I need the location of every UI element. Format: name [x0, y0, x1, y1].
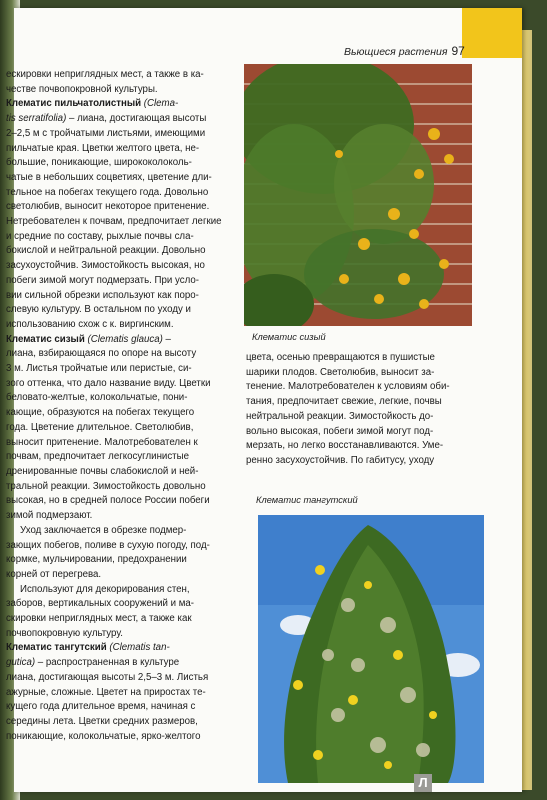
line-text: тенение. Малотребователен к условиям оби-: [246, 381, 450, 393]
text-line: [6, 156, 242, 171]
line-text: Используют для декорирования стен,: [20, 583, 190, 595]
text-line: [6, 83, 242, 98]
text-line: [6, 641, 242, 656]
line-text: пильчатые края. Цветки желтого цвета, не-: [6, 142, 200, 154]
text-line: [6, 583, 242, 598]
latin-name: gutica): [6, 657, 36, 669]
line-text: – лиана, достигающая высоты: [66, 113, 207, 125]
species-heading: Клематис сизый: [6, 333, 88, 345]
text-line: [6, 362, 242, 377]
line-text: поникающие, колокольчатые, ярко-желтого: [6, 730, 201, 742]
photo-caption-1: Клематис сизый: [252, 332, 326, 342]
text-line: [6, 333, 242, 348]
text-line: [6, 406, 242, 421]
text-line: [246, 425, 478, 440]
running-header: [344, 44, 465, 58]
species-heading: Клематис тангутский: [6, 642, 110, 654]
line-text: бокислой и нейтральной реакции. Довольно: [6, 245, 206, 257]
text-line: [6, 97, 242, 112]
line-text: скировки неприглядных мест, а также как: [6, 613, 192, 625]
line-text: вольно высокая, побеги зимой могут под-: [246, 425, 434, 437]
text-line: [6, 274, 242, 289]
text-line: [6, 289, 242, 304]
text-line: [6, 539, 242, 554]
text-line: [6, 186, 242, 201]
text-line: [6, 730, 242, 745]
latin-name: tis serratifolia): [6, 113, 67, 125]
text-line: [6, 127, 242, 142]
text-line: [6, 553, 242, 568]
left-text-column: [6, 68, 242, 744]
text-line: [6, 509, 242, 524]
line-text: года. Цветение длительное. Светолюбив,: [6, 421, 194, 433]
text-line: [6, 656, 242, 671]
photo-clematis-tangutica-image: [258, 515, 484, 783]
photo-caption-2: Клематис тангутский: [256, 495, 358, 505]
line-text: мерзать, но легко восстанавливаются. Уме-: [246, 440, 444, 452]
line-text: кающие, образуются на побегах текущего: [6, 407, 195, 419]
line-text: корней от перегрева.: [6, 568, 102, 580]
line-text: беловато-желтые, колокольчатые, пони-: [6, 392, 188, 404]
text-line: [6, 671, 242, 686]
line-text: цвета, осенью превращаются в пушистые: [246, 352, 435, 363]
line-text: ескировки неприглядных мест, а также в ка-: [6, 69, 204, 80]
text-line: [6, 230, 242, 245]
text-line: [6, 436, 242, 451]
photo-clematis-tangutica: [258, 515, 484, 783]
line-text: лиана, взбирающаяся по опоре на высоту: [6, 348, 197, 360]
text-line: [6, 259, 242, 274]
line-text: 2–2,5 м с тройчатыми листьями, имеющими: [6, 127, 206, 139]
line-text: середины лета. Цветки средних размеров,: [6, 715, 198, 727]
photo-clematis-glauca-image: [244, 64, 472, 326]
line-text: использованию схож с к. виргинским.: [6, 318, 174, 330]
text-line: [6, 715, 242, 730]
text-line: [6, 421, 242, 436]
line-text: побеги зимой могут подмерзать. При усло-: [6, 274, 199, 286]
text-line: [246, 410, 478, 425]
text-line: [246, 454, 478, 469]
line-text: выносит притенение. Малотребователен к: [6, 436, 198, 448]
text-line: [6, 450, 242, 465]
line-text: светолюбив, выносит некоторое притенение.: [6, 201, 210, 213]
text-line: [6, 465, 242, 480]
text-line: [6, 597, 242, 612]
section-title: Вьющиеся растения: [344, 46, 448, 58]
text-line: [6, 347, 242, 362]
line-text: Уход заключается в обрезке подмер-: [20, 524, 187, 536]
line-text: зающих побегов, поливе в сухую погоду, под-: [6, 539, 210, 551]
line-text: зого оттенка, что дало название виду. Цветки: [6, 377, 211, 389]
text-line: [246, 351, 478, 366]
text-line: [6, 391, 242, 406]
page-edge-strip: [522, 30, 532, 790]
text-line: [246, 380, 478, 395]
section-tab: [462, 8, 522, 58]
line-text: дренированные почвы слабокислой и ней-: [6, 465, 199, 477]
text-line: [6, 142, 242, 157]
text-line: [6, 494, 242, 509]
latin-name: (Clematis glauca): [87, 333, 163, 345]
line-text: тральной реакции. Зимостойкость довольно: [6, 480, 206, 492]
line-text: – распространенная в культуре: [35, 657, 180, 669]
text-line: [246, 395, 478, 410]
text-line: [246, 439, 478, 454]
text-line: [6, 480, 242, 495]
line-text: и средние по составу, рыхлые почвы сла-: [6, 230, 194, 242]
text-line: [6, 612, 242, 627]
line-text: 3 м. Листья тройчатые или перистые, си-: [6, 363, 192, 375]
text-line: [6, 215, 242, 230]
line-text: почвам, предпочитает легкосуглинистые: [6, 451, 189, 463]
species-heading: Клематис пильчатолистный: [6, 98, 144, 110]
right-text-column: [246, 351, 478, 469]
latin-name: (Clema-: [143, 98, 179, 110]
text-line: [6, 200, 242, 215]
line-text: нейтральной реакции. Зимостойкость до-: [246, 410, 434, 422]
text-line: [6, 171, 242, 186]
text-line: [6, 700, 242, 715]
line-text: ренно засухоустойчив. По габитусу, уходу: [246, 454, 435, 466]
line-text: высокая, но в средней полосе России побеги: [6, 495, 210, 507]
line-text: чатые в небольших соцветиях, цветение дли-: [6, 171, 212, 183]
line-text: тания, предпочитает свежие, легкие, почвы: [246, 396, 442, 408]
line-text: –: [162, 333, 171, 345]
line-text: вии сильной обрезки используют как поро-: [6, 289, 199, 301]
text-line: [6, 524, 242, 539]
text-line: [6, 68, 242, 83]
text-line: [6, 244, 242, 259]
text-line: [246, 366, 478, 381]
watermark-logo: Л: [414, 774, 432, 792]
latin-name: (Clematis tan-: [109, 642, 170, 654]
line-text: засухоустойчив. Зимостойкость высокая, но: [6, 260, 205, 272]
line-text: почвопокровную культуру.: [6, 627, 123, 639]
line-text: лиана, достигающая высоты 2,5–3 м. Листья: [6, 671, 209, 683]
line-text: заборов, вертикальных сооружений и ма-: [6, 598, 194, 610]
text-line: [6, 627, 242, 642]
line-text: шарики плодов. Светолюбив, выносит за-: [246, 366, 435, 378]
line-text: большие, поникающие, ширококолоколь-: [6, 157, 192, 169]
line-text: честве почвопокровной культуры.: [6, 83, 158, 95]
photo-clematis-glauca: [244, 64, 472, 326]
line-text: Нетребователен к почвам, предпочитает легкие: [6, 216, 222, 228]
text-line: [6, 377, 242, 392]
book-page: [6, 8, 522, 792]
page-number: 97: [451, 44, 465, 58]
line-text: кущего года длительное время, начиная с: [6, 701, 196, 713]
line-text: кормке, мульчировании, предохранении: [6, 554, 187, 566]
text-line: [6, 568, 242, 583]
text-line: [6, 112, 242, 127]
line-text: тельное на побегах текущего года. Довольно: [6, 186, 209, 198]
text-line: [6, 686, 242, 701]
text-line: [6, 318, 242, 333]
line-text: слевую культуру. В остальном по уходу и: [6, 304, 191, 316]
line-text: зимой подмерзают.: [6, 510, 93, 522]
line-text: ажурные, сложные. Цветет на приростах те-: [6, 686, 206, 698]
text-line: [6, 303, 242, 318]
